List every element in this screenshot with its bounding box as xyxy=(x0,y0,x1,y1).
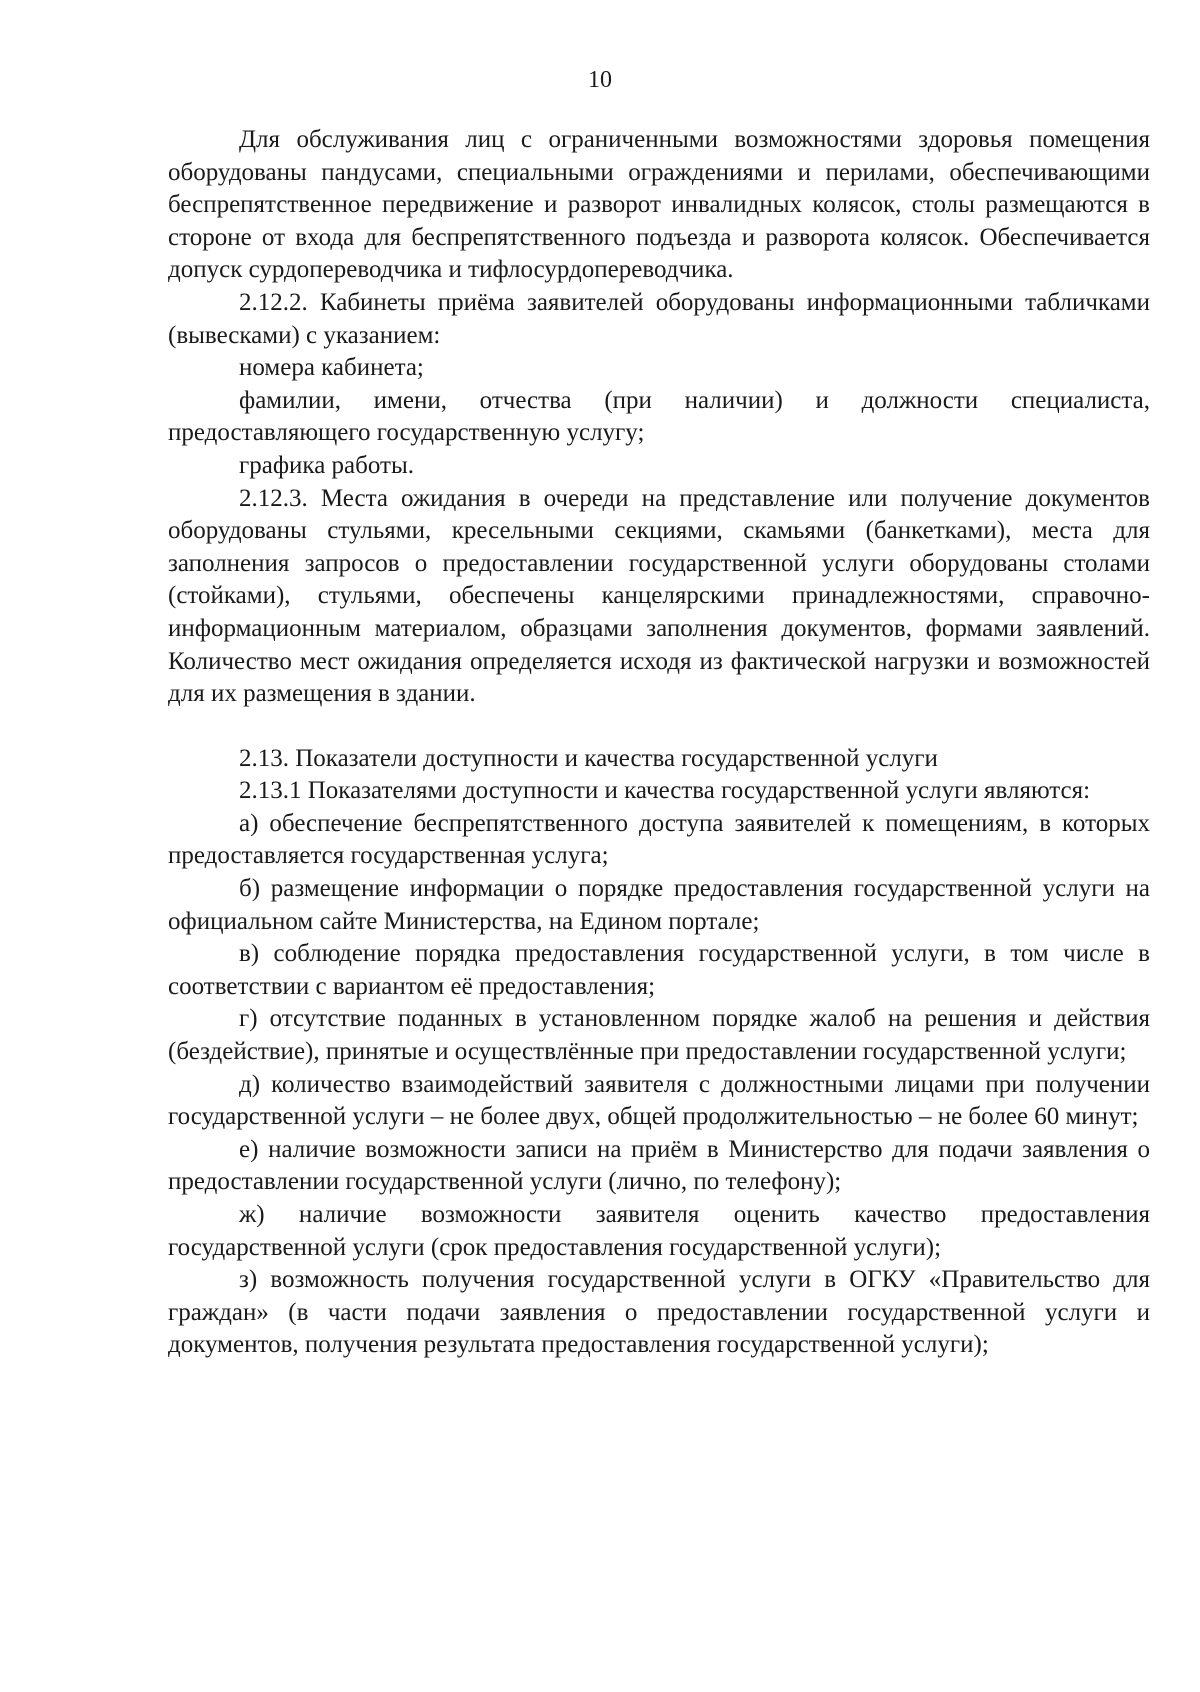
list-item-z: з) возможность получения государственной услуги в ОГКУ «Правительство для граждан» (в части подачи заявления о предоставлении государственной услуги и документов, получения результата предоставления государственной услуги); xyxy=(168,1266,1150,1359)
paragraph-2-13-1: 2.13.1 Показателями доступности и качества государственной услуги являются: xyxy=(239,777,1091,805)
list-item-e: е) наличие возможности записи на приём в Министерство для подачи заявления о предоставлении государственной услуги (лично, по телефону); xyxy=(168,1135,1150,1196)
list-item-g: г) отсутствие поданных в установленном порядке жалоб на решения и действия (бездействие), принятые и осуществлённые при предоставлении государственной услуги; xyxy=(168,1005,1150,1066)
list-item-a: а) обеспечение беспрепятственного доступа заявителей к помещениям, в которых предоставляется государственная услуга; xyxy=(168,809,1150,870)
paragraph-accessibility-equipment: Для обслуживания лиц с ограниченными возможностями здоровья помещения оборудованы пандусами, специальными ограждениями и перилами, обеспечивающими беспрепятственное передвижение и разворот инвалидных колясок, столы размещаются в стороне от входа для беспрепятственного подъезда и разворота колясок. Обеспечивается допуск сурдопереводчика и тифлосурдопереводчика. xyxy=(168,126,1150,284)
paragraph-2-12-2: 2.12.2. Кабинеты приёма заявителей оборудованы информационными табличками (вывесками) с указанием: xyxy=(168,288,1150,349)
page-number: 10 xyxy=(588,67,612,93)
list-item-v: в) соблюдение порядка предоставления государственной услуги, в том числе в соответствии с вариантом её предоставления; xyxy=(168,940,1150,1000)
paragraph-2-12-3: 2.12.3. Места ожидания в очереди на представление или получение документов оборудованы стульями, кресельными секциями, скамьями (банкетками), места для заполнения запросов о предоставлении государственной услуги оборудованы столами (стойками), стульями, обеспечены канцелярскими принадлежностями, справочно-информационным материалом, образцами заполнения документов, формами заявлений. Количество мест ожидания определяется исходя из фактической нагрузки и возможностей для их размещения в здании. xyxy=(168,484,1150,708)
list-item-specialist-name: фамилии, имени, отчества (при наличии) и должности специалиста, предоставляющего государственную услугу; xyxy=(168,386,1150,447)
list-item-d: д) количество взаимодействий заявителя с должностными лицами при получении государственной услуги – не более двух, общей продолжительностью – не более 60 минут; xyxy=(168,1070,1150,1131)
document-body xyxy=(168,124,1150,1362)
list-item-room-number: номера кабинета; xyxy=(239,354,424,382)
list-item-work-schedule: графика работы. xyxy=(239,451,414,479)
section-heading-2-13: 2.13. Показатели доступности и качества государственной услуги xyxy=(239,744,938,772)
list-item-b: б) размещение информации о порядке предоставления государственной услуги на официальном сайте Министерства, на Едином портале; xyxy=(168,875,1150,935)
list-item-zh: ж) наличие возможности заявителя оценить качество предоставления государственной услуги (срок предоставления государственной услуги); xyxy=(168,1201,1150,1261)
